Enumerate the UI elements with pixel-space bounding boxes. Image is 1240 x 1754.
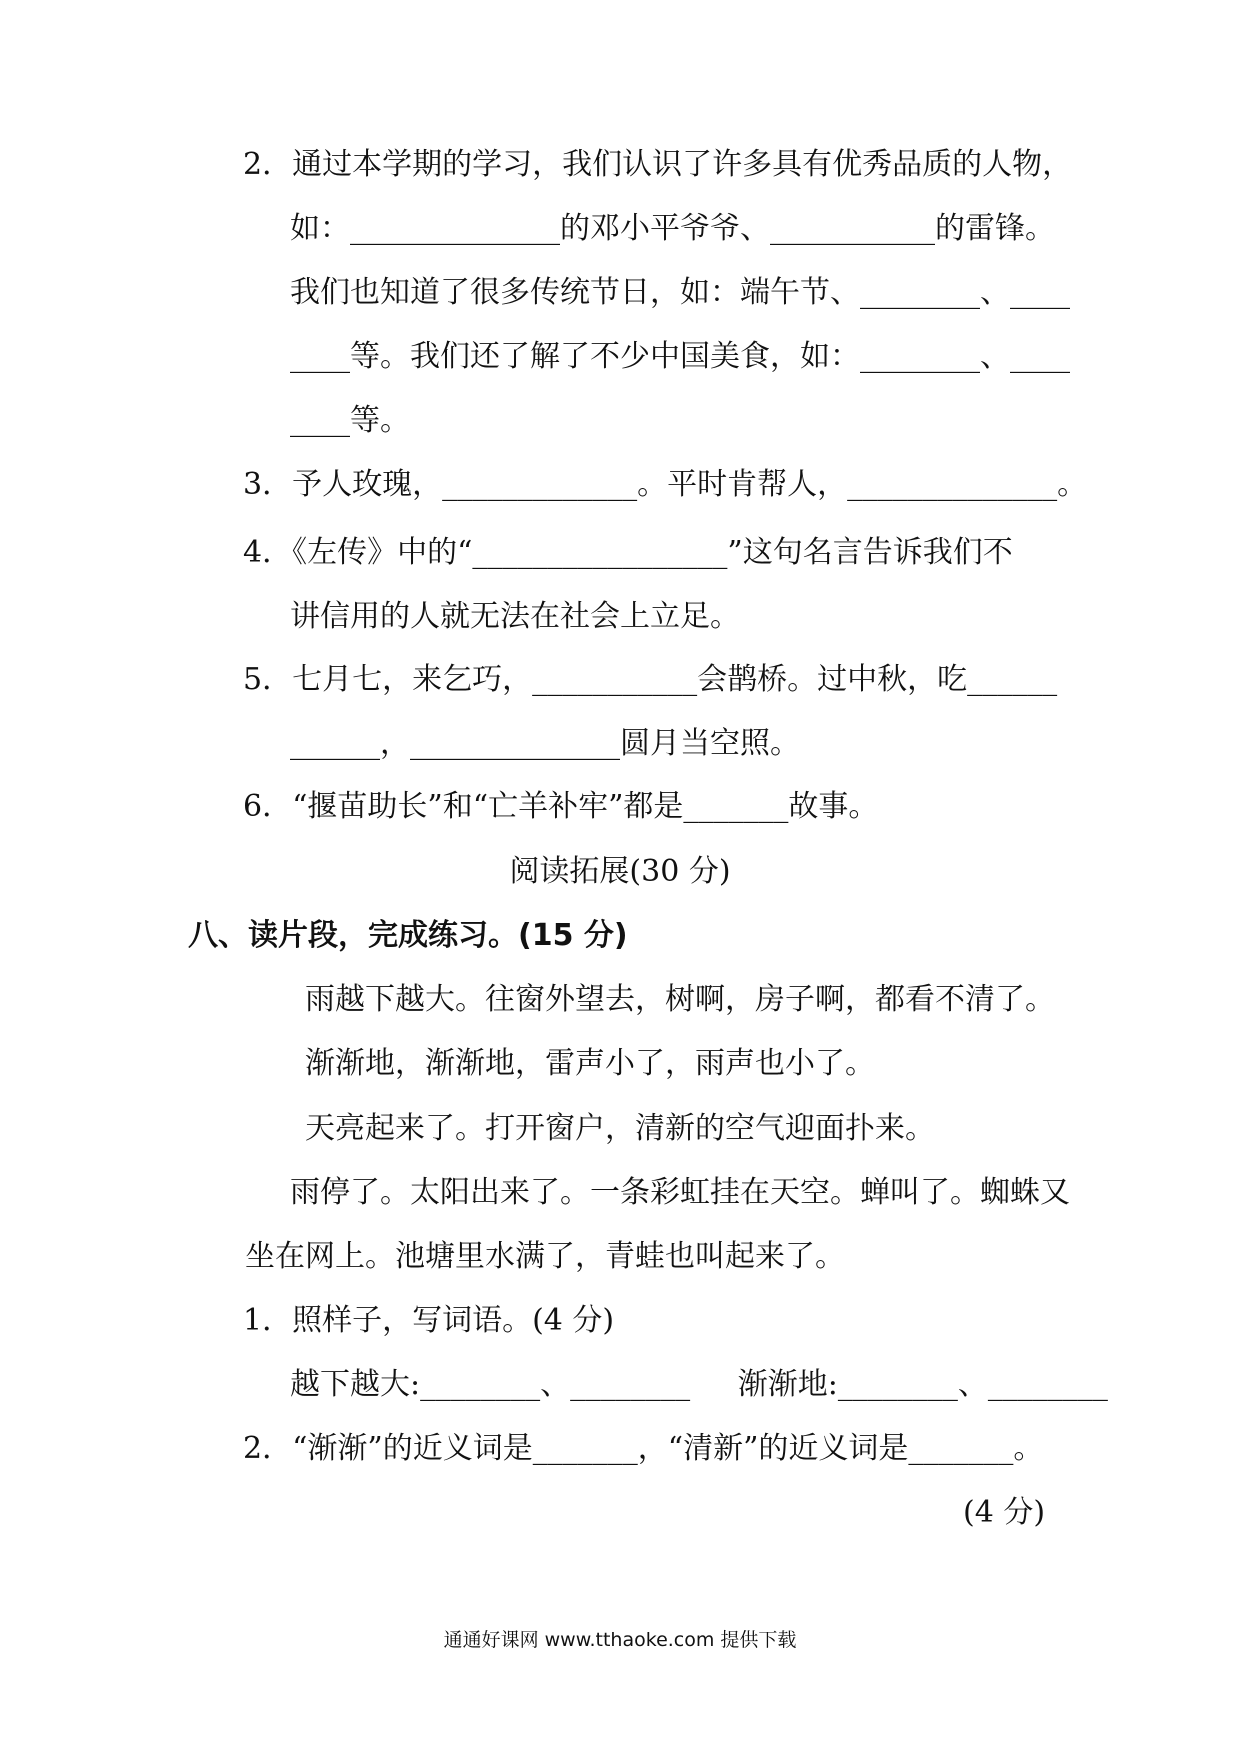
q7-item4-line2: 讲信用的人就无法在社会上立足。 xyxy=(290,599,740,634)
q7-item2-line2: 如：______________的邓小平爷爷、___________的雷锋。 xyxy=(290,211,1055,246)
q8-sub1-title: 1．照样子，写词语。(4 分) xyxy=(243,1303,615,1338)
q8-passage-line: 渐渐地，渐渐地，雷声小了，雨声也小了。 xyxy=(305,1046,875,1081)
q7-item2-line4: ____等。我们还了解了不少中国美食，如：________、____ xyxy=(290,339,1070,374)
q8-heading: 八、读片段，完成练习。(15 分) xyxy=(188,918,628,953)
q7-item2-line3: 我们也知道了很多传统节日，如：端午节、________、____ xyxy=(290,275,1070,310)
section-title: 阅读拓展(30 分) xyxy=(509,854,731,889)
q8-passage-line: 坐在网上。池塘里水满了，青蛙也叫起来了。 xyxy=(245,1239,845,1274)
q7-item6: 6．“揠苗助长”和“亡羊补牢”都是_______故事。 xyxy=(243,789,879,824)
q8-sub1-answer-line: 越下越大:________、________ 渐渐地:________、________ xyxy=(290,1367,1108,1402)
q8-sub2-line: 2．“渐渐”的近义词是_______，“清新”的近义词是_______。 xyxy=(243,1431,1044,1466)
q7-item2-line5: ____等。 xyxy=(290,403,410,438)
q8-passage-line: 天亮起来了。打开窗户，清新的空气迎面扑来。 xyxy=(305,1111,935,1146)
q8-passage-line: 雨停了。太阳出来了。一条彩虹挂在天空。蝉叫了。蜘蛛又 xyxy=(290,1175,1070,1210)
q8-passage-line: 雨越下越大。往窗外望去，树啊，房子啊，都看不清了。 xyxy=(305,982,1055,1017)
q8-sub2-score: (4 分) xyxy=(963,1495,1046,1530)
q7-item5-line1: 5．七月七，来乞巧，___________会鹊桥。过中秋，吃______ xyxy=(243,662,1058,697)
q7-item4-line1: 4．《左传》中的“_________________”这句名言告诉我们不 xyxy=(243,535,1013,570)
footer-source: 通通好课网 www.tthaoke.com 提供下载 xyxy=(443,1629,797,1651)
q7-item5-line2: ______，______________圆月当空照。 xyxy=(290,726,800,761)
q7-item3: 3．予人玫瑰，_____________。平时肯帮人，______________。 xyxy=(243,467,1088,502)
q7-item2-line1: 2．通过本学期的学习，我们认识了许多具有优秀品质的人物， xyxy=(243,147,1073,182)
